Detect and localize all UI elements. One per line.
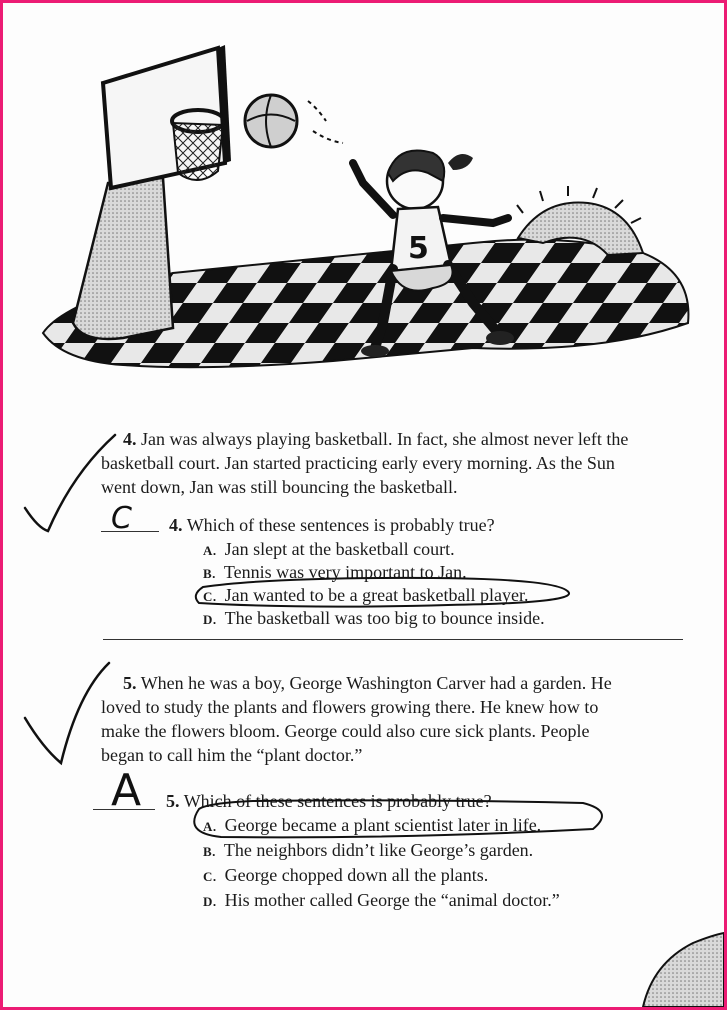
passage-5-line-4: began to call him the “plant doctor.” bbox=[101, 745, 363, 765]
passage-4-line-2: basketball court. Jan started practicing early every morning. As the Sun bbox=[101, 453, 615, 473]
question-5-prompt bbox=[166, 789, 492, 813]
corner-shape bbox=[643, 933, 724, 1007]
q5-option-d[interactable] bbox=[203, 888, 560, 914]
passage-4 bbox=[101, 427, 701, 499]
passage-4-line-3: went down, Jan was still bouncing the basketball. bbox=[101, 477, 458, 497]
passage-5-line-3: make the flowers bloom. George could also cure sick plants. People bbox=[101, 721, 590, 741]
question-4-prompt-text: Which of these sentences is probably true? bbox=[186, 515, 495, 535]
basketball-icon bbox=[245, 95, 297, 147]
option-letter: D. bbox=[203, 612, 217, 627]
question-4-prompt bbox=[169, 513, 495, 537]
option-letter: A. bbox=[203, 819, 217, 834]
q5-option-b[interactable] bbox=[203, 838, 533, 864]
passage-5 bbox=[101, 671, 701, 767]
option-letter: D. bbox=[203, 894, 217, 909]
hoop-pole bbox=[73, 178, 173, 339]
passage-5-line-2: loved to study the plants and flowers growing there. He knew how to bbox=[101, 697, 599, 717]
option-text: His mother called George the “animal doctor.” bbox=[224, 890, 560, 910]
passage-5-number: 5. bbox=[123, 673, 137, 693]
q5-option-c[interactable] bbox=[203, 863, 488, 889]
question-5-number: 5. bbox=[166, 791, 180, 811]
checkmark-icon bbox=[25, 663, 109, 763]
option-letter: C. bbox=[203, 589, 217, 604]
passage-5-line-1: When he was a boy, George Washington Carver had a garden. He bbox=[140, 673, 612, 693]
passage-4-line-1: Jan was always playing basketball. In fact, she almost never left the bbox=[141, 429, 629, 449]
passage-4-number: 4. bbox=[123, 429, 137, 449]
option-text: Tennis was very important to Jan. bbox=[223, 562, 467, 582]
option-text: George became a plant scientist later in life. bbox=[224, 815, 542, 835]
option-text: The basketball was too big to bounce inside. bbox=[224, 608, 545, 628]
option-letter: B. bbox=[203, 566, 216, 581]
q4-option-d[interactable] bbox=[203, 606, 545, 632]
option-letter: B. bbox=[203, 844, 216, 859]
hoop-net bbox=[173, 123, 223, 180]
jersey-number: 5 bbox=[408, 231, 429, 266]
section-divider bbox=[103, 639, 683, 640]
option-text: The neighbors didn’t like George’s garden. bbox=[223, 840, 534, 860]
basketball-illustration bbox=[3, 3, 724, 403]
q5-option-a[interactable] bbox=[203, 813, 541, 839]
option-letter: C. bbox=[203, 869, 217, 884]
question-5-prompt-text: Which of these sentences is probably true? bbox=[183, 791, 492, 811]
question-4-number: 4. bbox=[169, 515, 183, 535]
handwritten-answer-4: C bbox=[111, 501, 132, 536]
option-text: Jan slept at the basketball court. bbox=[224, 539, 455, 559]
option-text: Jan wanted to be a great basketball player. bbox=[224, 585, 529, 605]
handwritten-answer-5: A bbox=[111, 765, 142, 816]
option-text: George chopped down all the plants. bbox=[224, 865, 489, 885]
option-letter: A. bbox=[203, 543, 217, 558]
